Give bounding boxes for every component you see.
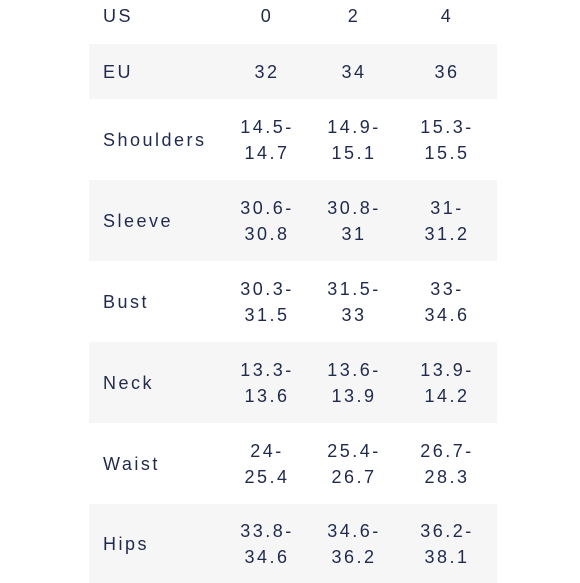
cell-hips-size-2: 34.6- 36.2	[327, 520, 381, 567]
table-row-sleeve	[89, 180, 497, 261]
row-label-shoulders: Shoulders	[103, 129, 207, 150]
cell-bust-size-0: 30.3- 31.5	[240, 278, 294, 325]
table-row-shoulders	[89, 99, 497, 180]
cell-shoulders-size-2: 14.9- 15.1	[327, 116, 381, 163]
cell-waist-size-2: 25.4- 26.7	[327, 440, 381, 487]
table-row-neck	[89, 342, 497, 423]
cell-neck-size-4: 13.9- 14.2	[420, 359, 474, 406]
cell-bust-size-4: 33- 34.6	[424, 278, 470, 325]
table-row-waist	[89, 423, 497, 504]
cell-waist-size-0: 24- 25.4	[244, 440, 290, 487]
cell-us-size-4: 4	[440, 5, 454, 26]
row-label-hips: Hips	[103, 533, 150, 554]
cell-shoulders-size-0: 14.5- 14.7	[240, 116, 294, 163]
row-label-waist: Waist	[103, 453, 160, 474]
cell-us-size-2: 2	[347, 5, 361, 26]
row-label-bust: Bust	[103, 291, 150, 312]
cell-shoulders-size-4: 15.3- 15.5	[420, 116, 474, 163]
table-row-hips	[89, 504, 497, 583]
cell-waist-size-4: 26.7- 28.3	[420, 440, 474, 487]
cell-neck-size-2: 13.6- 13.9	[327, 359, 381, 406]
cell-eu-size-0: 32	[254, 61, 280, 82]
cell-hips-size-0: 33.8- 34.6	[240, 520, 294, 567]
size-chart-table	[89, 0, 497, 583]
cell-neck-size-0: 13.3- 13.6	[240, 359, 294, 406]
row-label-sleeve: Sleeve	[103, 210, 174, 231]
cell-us-size-0: 0	[260, 5, 274, 26]
row-label-neck: Neck	[103, 372, 155, 393]
cell-eu-size-4: 36	[434, 61, 460, 82]
cell-bust-size-2: 31.5- 33	[327, 278, 381, 325]
cell-eu-size-2: 34	[341, 61, 367, 82]
table-row-us	[89, 0, 497, 31]
cell-hips-size-4: 36.2- 38.1	[420, 520, 474, 567]
cell-sleeve-size-0: 30.6- 30.8	[240, 197, 294, 244]
row-label-us: US	[103, 5, 134, 26]
row-label-eu: EU	[103, 61, 134, 82]
table-row-bust	[89, 261, 497, 342]
cell-sleeve-size-2: 30.8- 31	[327, 197, 381, 244]
cell-sleeve-size-4: 31- 31.2	[424, 197, 470, 244]
table-row-eu	[89, 44, 497, 99]
